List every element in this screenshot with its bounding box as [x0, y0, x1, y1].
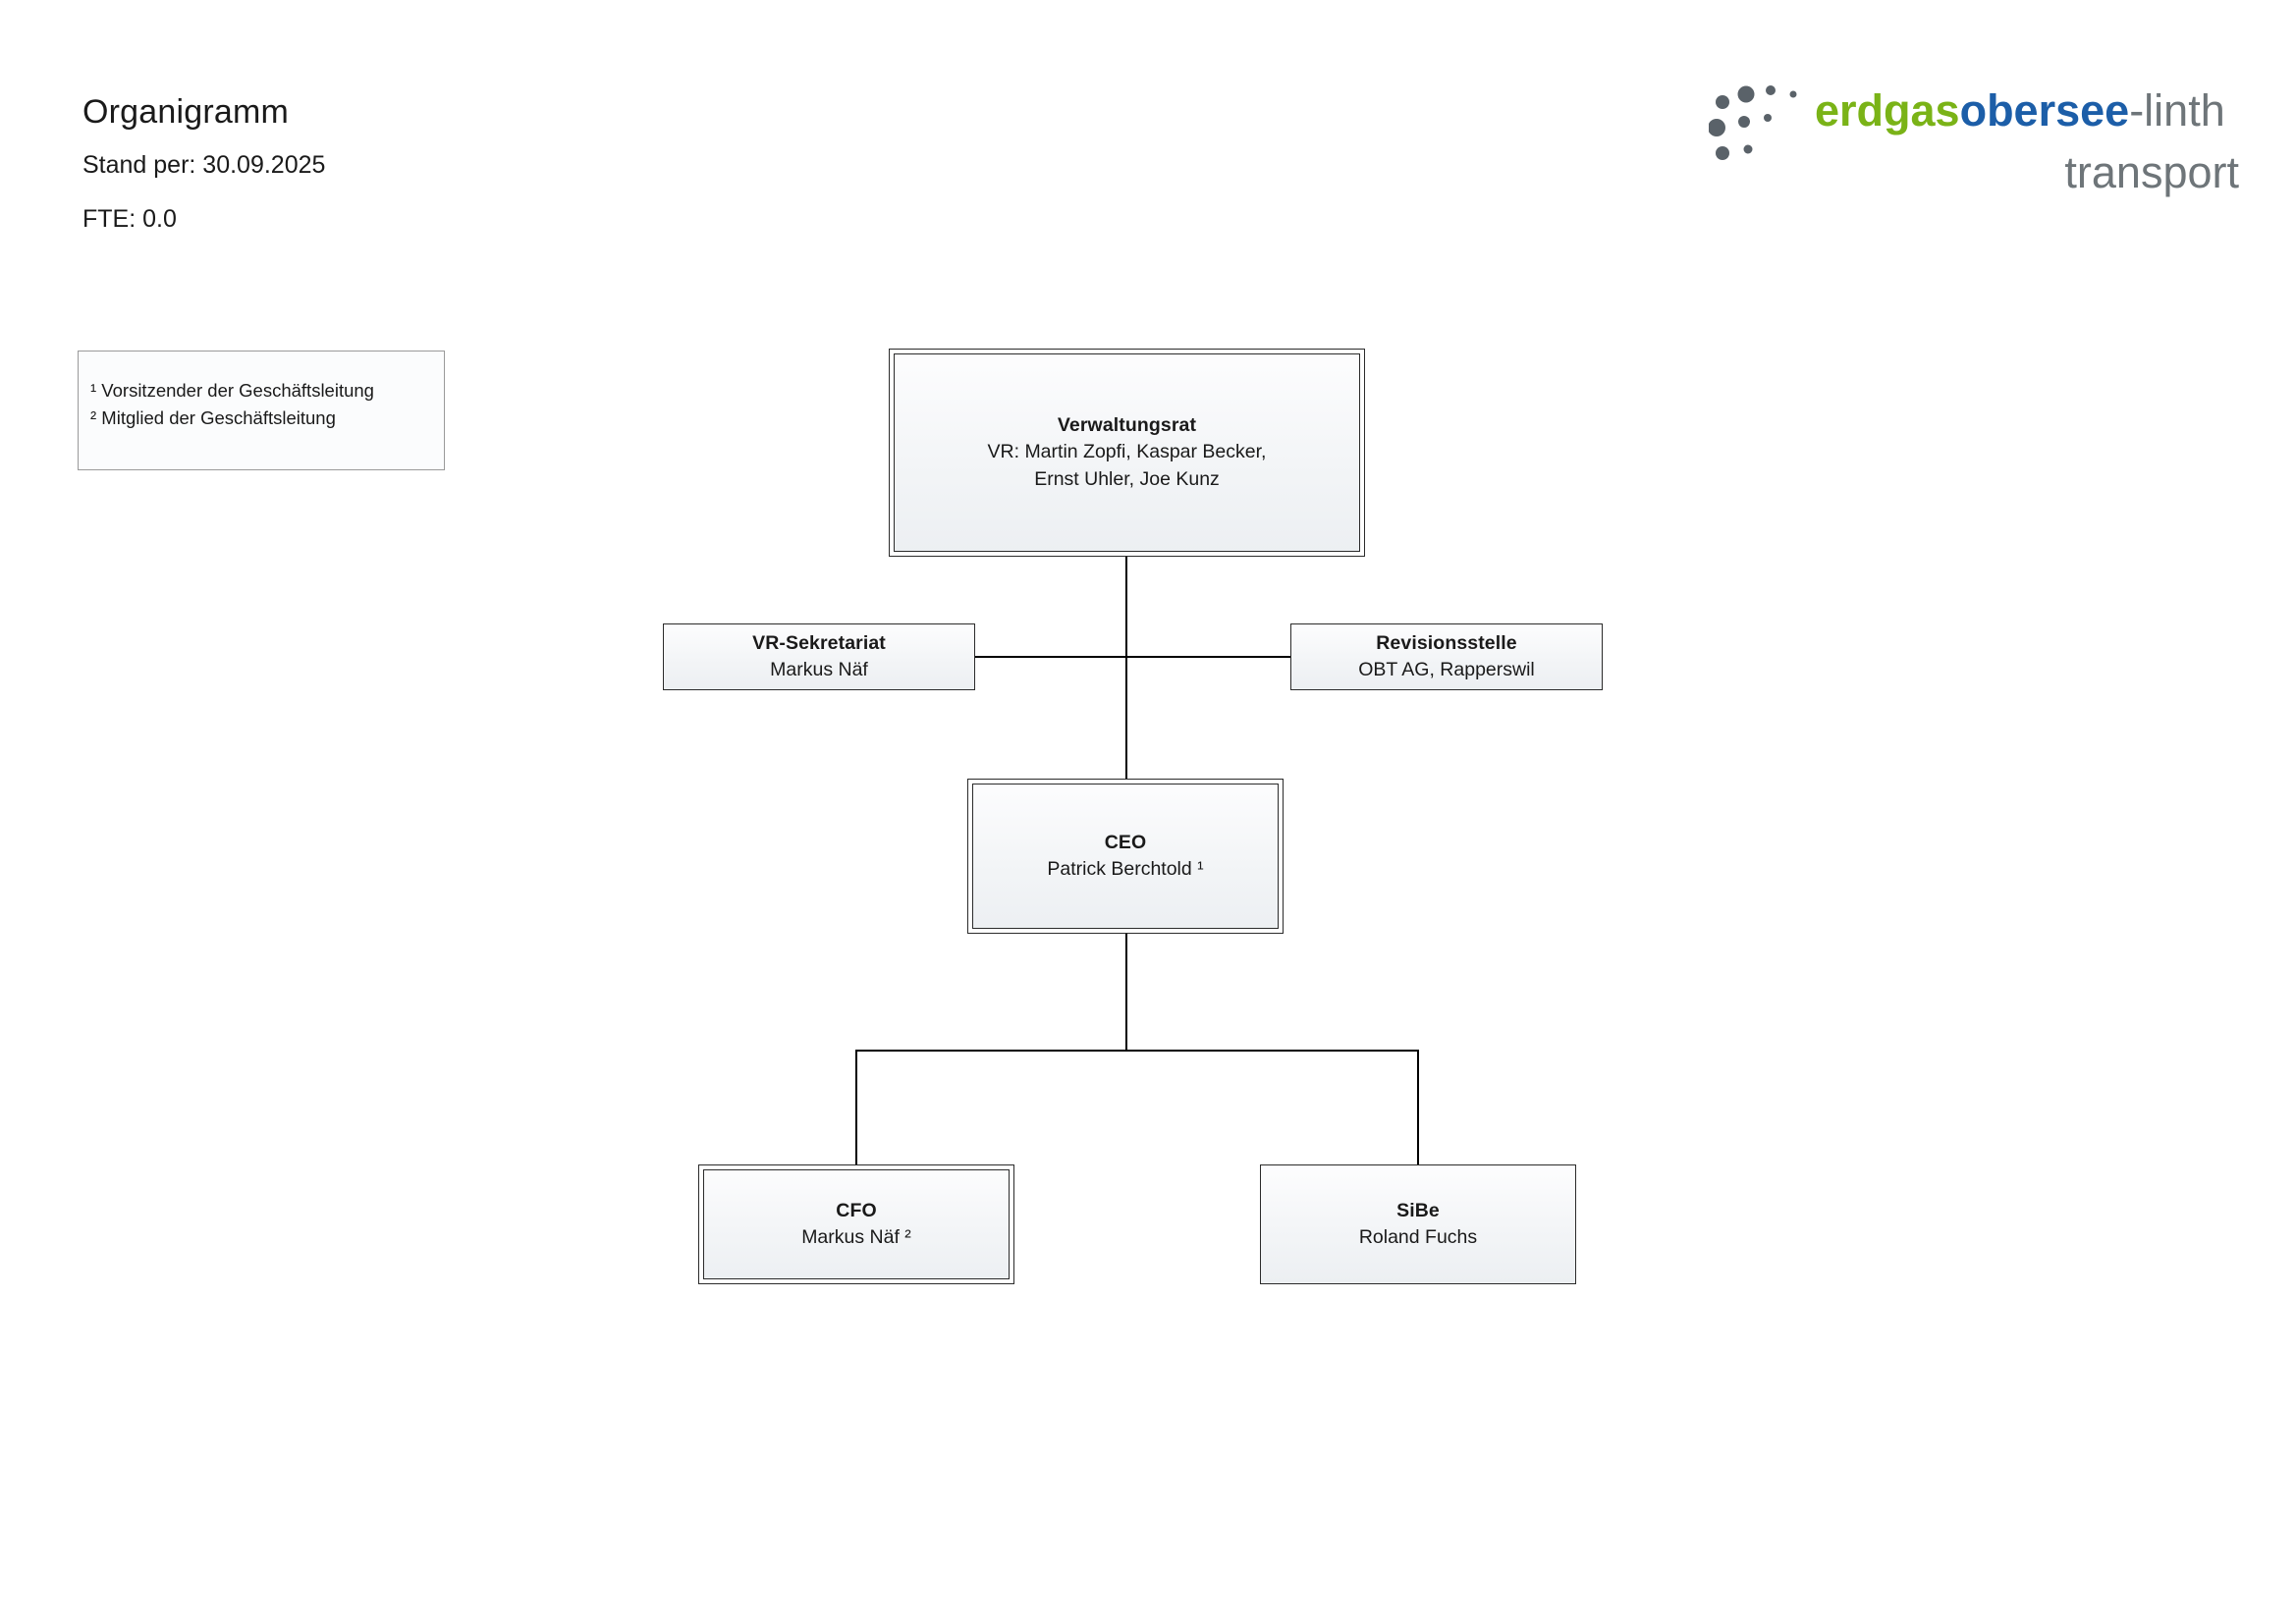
org-node-verwaltungsrat[interactable]: [889, 349, 1365, 557]
org-node-subtitle-line2: Ernst Uhler, Joe Kunz: [1034, 468, 1220, 491]
org-node-subtitle-line1: OBT AG, Rapperswil: [1358, 659, 1535, 681]
org-node-subtitle-line1: VR: Martin Zopfi, Kaspar Becker,: [987, 440, 1267, 462]
logo-part-obersee: obersee: [1959, 85, 2130, 135]
legend-line-1: ¹ Vorsitzender der Geschäftsleitung: [90, 380, 374, 401]
status-date: Stand per: 30.09.2025: [82, 151, 326, 179]
org-node-title: SiBe: [1396, 1199, 1440, 1221]
logo-part-erdgas: erdgas: [1815, 85, 1960, 135]
org-node-title: CEO: [1104, 831, 1147, 853]
connector-vr-to-ceo: [1125, 557, 1127, 779]
org-node-title: Revisionsstelle: [1376, 631, 1517, 654]
org-node-subtitle-line1: Patrick Berchtold ¹: [1047, 858, 1204, 881]
logo-part-linth: -linth: [2129, 85, 2225, 135]
connector-ceo-split: [855, 1050, 1419, 1052]
legend-line-2: ² Mitglied der Geschäftsleitung: [90, 407, 336, 428]
logo-part-transport: transport: [2064, 147, 2239, 197]
page-title: Organigramm: [82, 93, 290, 131]
connector-vr-to-revisionsstelle: [1125, 656, 1290, 658]
org-node-title: CFO: [836, 1199, 877, 1221]
connector-ceo-to-cfo: [855, 1050, 857, 1164]
fte-value: FTE: 0.0: [82, 205, 177, 233]
org-node-cfo[interactable]: [698, 1164, 1014, 1284]
connector-vr-to-sekretariat: [975, 656, 1125, 658]
legend-box: [78, 351, 445, 470]
org-node-sibe[interactable]: [1260, 1164, 1576, 1284]
org-node-title: Verwaltungsrat: [1057, 413, 1197, 436]
org-node-subtitle-line1: Markus Näf ²: [801, 1226, 911, 1249]
org-node-revisionsstelle[interactable]: [1290, 623, 1603, 690]
connector-ceo-trunk: [1125, 934, 1127, 1051]
company-logo: [1709, 77, 2239, 234]
org-node-title: VR-Sekretariat: [752, 631, 886, 654]
org-node-ceo[interactable]: [967, 779, 1284, 934]
logo-wordmark: [1815, 85, 2225, 135]
org-node-subtitle-line1: Roland Fuchs: [1358, 1226, 1478, 1249]
connector-ceo-to-sibe: [1417, 1050, 1419, 1164]
org-node-subtitle-line1: Markus Näf: [770, 659, 868, 681]
logo-dots-icon: [1709, 84, 1812, 175]
org-node-vr-sekretariat[interactable]: [663, 623, 975, 690]
